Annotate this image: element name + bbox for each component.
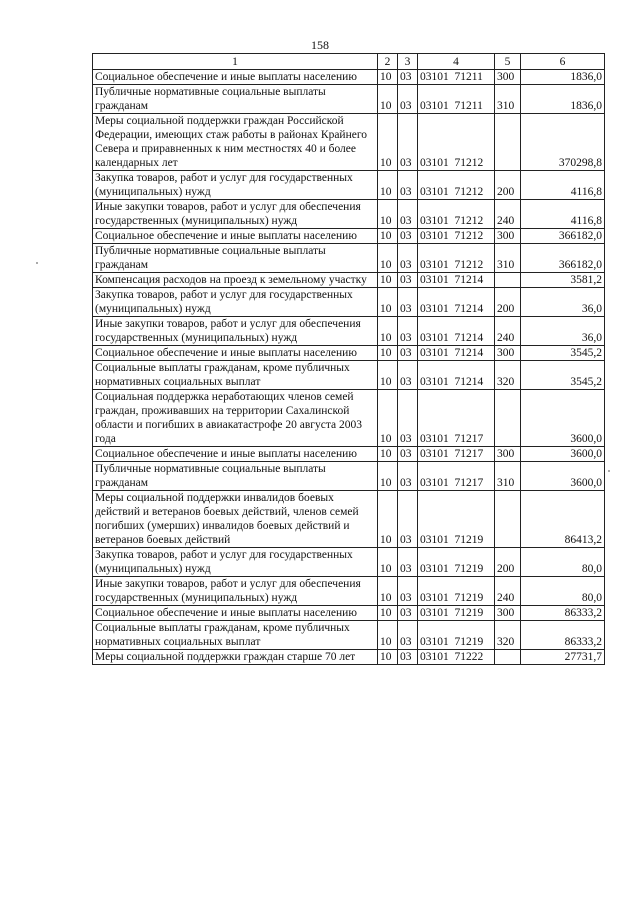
row-c2-cell: 10 (378, 650, 398, 665)
row-c6-cell: 3545,2 (521, 361, 605, 390)
row-c6-cell: 3600,0 (521, 390, 605, 447)
row-c4-cell: 03101 71217 (418, 390, 495, 447)
row-c6-cell: 80,0 (521, 548, 605, 577)
table-row (93, 171, 605, 200)
row-c3-cell: 03 (398, 447, 418, 462)
row-c3-cell: 03 (398, 70, 418, 85)
row-c6-cell: 36,0 (521, 288, 605, 317)
row-name-cell: Иные закупки товаров, работ и услуг для обеспечения государственных (муниципальных) нужд (93, 200, 378, 229)
row-name-cell: Социальное обеспечение и иные выплаты населению (93, 229, 378, 244)
row-c2-cell: 10 (378, 114, 398, 171)
table-row (93, 361, 605, 390)
row-c5-cell (495, 390, 521, 447)
row-c2-cell: 10 (378, 288, 398, 317)
table-row (93, 70, 605, 85)
row-c5-cell (495, 491, 521, 548)
row-c6-cell: 366182,0 (521, 229, 605, 244)
column-header: 3 (398, 54, 418, 70)
row-c3-cell: 03 (398, 171, 418, 200)
table-header-row (93, 54, 605, 70)
row-name-cell: Иные закупки товаров, работ и услуг для обеспечения государственных (муниципальных) нужд (93, 317, 378, 346)
row-c4-cell: 03101 71212 (418, 229, 495, 244)
row-c4-cell: 03101 71214 (418, 317, 495, 346)
row-c5-cell: 310 (495, 462, 521, 491)
table-row (93, 229, 605, 244)
row-c3-cell: 03 (398, 650, 418, 665)
row-c4-cell: 03101 71212 (418, 171, 495, 200)
row-name-cell: Социальное обеспечение и иные выплаты населению (93, 606, 378, 621)
row-c6-cell: 86413,2 (521, 491, 605, 548)
row-c6-cell: 3600,0 (521, 447, 605, 462)
row-c2-cell: 10 (378, 70, 398, 85)
table-row (93, 288, 605, 317)
row-c2-cell: 10 (378, 577, 398, 606)
table-row (93, 548, 605, 577)
row-c6-cell: 370298,8 (521, 114, 605, 171)
row-c6-cell: 3600,0 (521, 462, 605, 491)
row-c3-cell: 03 (398, 462, 418, 491)
row-name-cell: Компенсация расходов на проезд к земельному участку (93, 273, 378, 288)
row-c5-cell: 300 (495, 229, 521, 244)
row-c6-cell: 3545,2 (521, 346, 605, 361)
row-name-cell: Закупка товаров, работ и услуг для государственных (муниципальных) нужд (93, 288, 378, 317)
column-header: 2 (378, 54, 398, 70)
row-c4-cell: 03101 71214 (418, 361, 495, 390)
row-name-cell: Социальные выплаты гражданам, кроме публичных нормативных социальных выплат (93, 621, 378, 650)
row-c3-cell: 03 (398, 621, 418, 650)
row-c2-cell: 10 (378, 229, 398, 244)
row-c2-cell: 10 (378, 244, 398, 273)
row-c3-cell: 03 (398, 114, 418, 171)
column-header: 1 (93, 54, 378, 70)
table-row (93, 244, 605, 273)
row-c5-cell: 300 (495, 70, 521, 85)
row-c2-cell: 10 (378, 491, 398, 548)
table-row (93, 85, 605, 114)
table-row (93, 462, 605, 491)
row-c6-cell: 86333,2 (521, 606, 605, 621)
table-row (93, 114, 605, 171)
row-c2-cell: 10 (378, 548, 398, 577)
row-c4-cell: 03101 71217 (418, 447, 495, 462)
row-c5-cell: 240 (495, 577, 521, 606)
row-c2-cell: 10 (378, 346, 398, 361)
table-row (93, 491, 605, 548)
row-c4-cell: 03101 71211 (418, 70, 495, 85)
row-c3-cell: 03 (398, 229, 418, 244)
table-row (93, 317, 605, 346)
row-c4-cell: 03101 71217 (418, 462, 495, 491)
row-c6-cell: 36,0 (521, 317, 605, 346)
row-c4-cell: 03101 71219 (418, 621, 495, 650)
row-c4-cell: 03101 71219 (418, 577, 495, 606)
row-c6-cell: 27731,7 (521, 650, 605, 665)
row-name-cell: Иные закупки товаров, работ и услуг для обеспечения государственных (муниципальных) нужд (93, 577, 378, 606)
row-c3-cell: 03 (398, 606, 418, 621)
row-c3-cell: 03 (398, 390, 418, 447)
row-c3-cell: 03 (398, 361, 418, 390)
row-c5-cell: 240 (495, 200, 521, 229)
row-c3-cell: 03 (398, 548, 418, 577)
row-c5-cell: 200 (495, 171, 521, 200)
row-c6-cell: 4116,8 (521, 171, 605, 200)
row-c3-cell: 03 (398, 85, 418, 114)
row-c4-cell: 03101 71219 (418, 606, 495, 621)
scan-mark (608, 470, 610, 472)
row-c5-cell: 200 (495, 288, 521, 317)
row-name-cell: Социальное обеспечение и иные выплаты населению (93, 346, 378, 361)
row-name-cell: Социальная поддержка неработающих членов семей граждан, проживавших на территории Сахалинской области и погибших в авиакатастрофе 20 августа 2003 года (93, 390, 378, 447)
row-c5-cell (495, 273, 521, 288)
row-c2-cell: 10 (378, 462, 398, 491)
row-c6-cell: 1836,0 (521, 70, 605, 85)
column-header: 4 (418, 54, 495, 70)
table-row (93, 346, 605, 361)
row-c6-cell: 1836,0 (521, 85, 605, 114)
row-c2-cell: 10 (378, 200, 398, 229)
row-c5-cell (495, 650, 521, 665)
row-name-cell: Закупка товаров, работ и услуг для государственных (муниципальных) нужд (93, 171, 378, 200)
row-c2-cell: 10 (378, 621, 398, 650)
row-c3-cell: 03 (398, 491, 418, 548)
row-c4-cell: 03101 71214 (418, 346, 495, 361)
table-row (93, 621, 605, 650)
row-c5-cell: 310 (495, 244, 521, 273)
row-name-cell: Публичные нормативные социальные выплаты гражданам (93, 244, 378, 273)
scan-mark (36, 262, 38, 264)
table-row (93, 447, 605, 462)
row-c4-cell: 03101 71211 (418, 85, 495, 114)
row-c5-cell: 300 (495, 606, 521, 621)
row-c2-cell: 10 (378, 317, 398, 346)
row-c3-cell: 03 (398, 200, 418, 229)
column-header: 5 (495, 54, 521, 70)
row-c4-cell: 03101 71222 (418, 650, 495, 665)
row-c2-cell: 10 (378, 85, 398, 114)
row-name-cell: Социальное обеспечение и иные выплаты населению (93, 70, 378, 85)
row-name-cell: Социальные выплаты гражданам, кроме публичных нормативных социальных выплат (93, 361, 378, 390)
table-row (93, 273, 605, 288)
row-c6-cell: 366182,0 (521, 244, 605, 273)
row-c5-cell: 300 (495, 447, 521, 462)
row-c6-cell: 80,0 (521, 577, 605, 606)
row-name-cell: Публичные нормативные социальные выплаты гражданам (93, 462, 378, 491)
row-c5-cell (495, 114, 521, 171)
row-c6-cell: 4116,8 (521, 200, 605, 229)
row-c4-cell: 03101 71219 (418, 548, 495, 577)
row-c3-cell: 03 (398, 317, 418, 346)
page-number: 158 (311, 38, 329, 52)
row-c6-cell: 86333,2 (521, 621, 605, 650)
table-row (93, 577, 605, 606)
row-c2-cell: 10 (378, 606, 398, 621)
row-c4-cell: 03101 71214 (418, 273, 495, 288)
row-c2-cell: 10 (378, 273, 398, 288)
table-row (93, 606, 605, 621)
row-c4-cell: 03101 71212 (418, 244, 495, 273)
row-c5-cell: 310 (495, 85, 521, 114)
row-c5-cell: 320 (495, 361, 521, 390)
row-c3-cell: 03 (398, 288, 418, 317)
row-name-cell: Меры социальной поддержки граждан Российской Федерации, имеющих стаж работы в районах Крайнего Севера и приравненных к ним местностях 40 и более календарных лет (93, 114, 378, 171)
row-c6-cell: 3581,2 (521, 273, 605, 288)
row-c3-cell: 03 (398, 244, 418, 273)
budget-table (92, 53, 605, 665)
row-name-cell: Публичные нормативные социальные выплаты гражданам (93, 85, 378, 114)
row-c2-cell: 10 (378, 361, 398, 390)
row-c5-cell: 240 (495, 317, 521, 346)
row-c4-cell: 03101 71219 (418, 491, 495, 548)
table-row (93, 650, 605, 665)
row-c3-cell: 03 (398, 577, 418, 606)
row-c2-cell: 10 (378, 447, 398, 462)
row-c3-cell: 03 (398, 346, 418, 361)
table-row (93, 200, 605, 229)
row-name-cell: Меры социальной поддержки граждан старше 70 лет (93, 650, 378, 665)
row-c4-cell: 03101 71214 (418, 288, 495, 317)
column-header: 6 (521, 54, 605, 70)
row-c4-cell: 03101 71212 (418, 200, 495, 229)
table-row (93, 390, 605, 447)
row-c2-cell: 10 (378, 390, 398, 447)
row-c4-cell: 03101 71212 (418, 114, 495, 171)
row-c5-cell: 300 (495, 346, 521, 361)
row-name-cell: Меры социальной поддержки инвалидов боевых действий и ветеранов боевых действий, членов семей погибших (умерших) инвалидов боевых действий и ветеранов боевых действий (93, 491, 378, 548)
row-name-cell: Социальное обеспечение и иные выплаты населению (93, 447, 378, 462)
row-c5-cell: 200 (495, 548, 521, 577)
row-name-cell: Закупка товаров, работ и услуг для государственных (муниципальных) нужд (93, 548, 378, 577)
row-c5-cell: 320 (495, 621, 521, 650)
row-c3-cell: 03 (398, 273, 418, 288)
row-c2-cell: 10 (378, 171, 398, 200)
